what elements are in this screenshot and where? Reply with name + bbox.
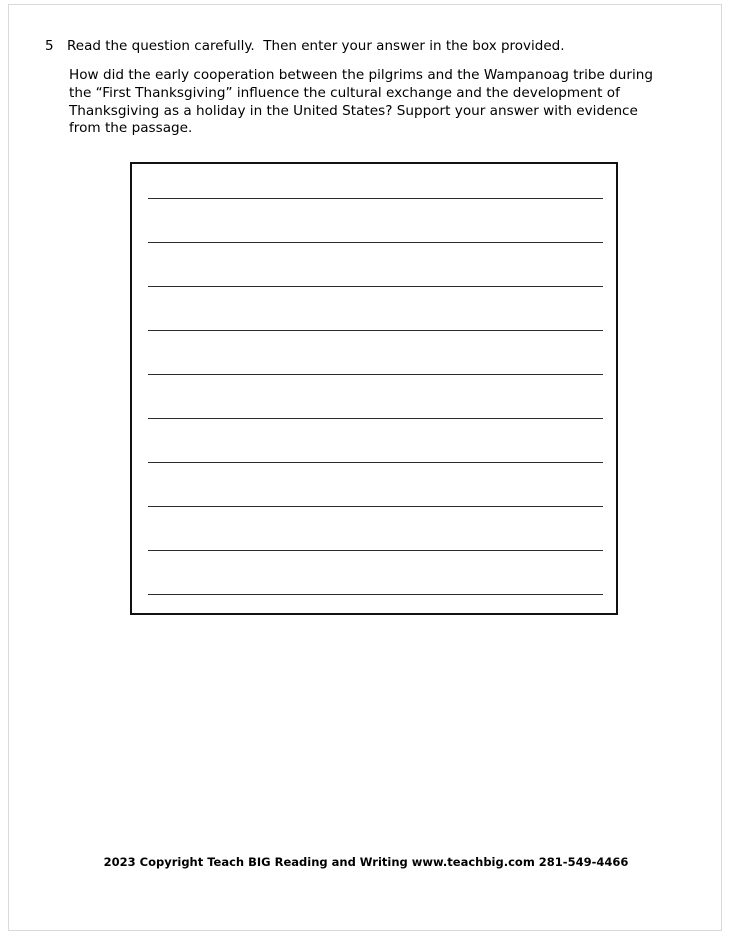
answer-line xyxy=(148,550,603,551)
question-prompt: How did the early cooperation between the pilgrims and the Wampanoag tribe during the “First Thanksgiving” influence the cultural exchange and the development of Thanksgiving as a holiday in the United States? Support your answer with evidence from the passage. xyxy=(69,67,654,137)
answer-line xyxy=(148,462,603,463)
question-number: 5 xyxy=(45,38,54,54)
answer-line xyxy=(148,198,603,199)
copyright-footer: 2023 Copyright Teach BIG Reading and Writing www.teachbig.com 281-549-4466 xyxy=(103,855,629,869)
answer-box[interactable] xyxy=(130,162,618,615)
question-instruction: Read the question carefully. Then enter your answer in the box provided. xyxy=(67,38,565,54)
document-page xyxy=(8,4,722,931)
answer-line xyxy=(148,418,603,419)
question-header xyxy=(45,37,685,56)
answer-line xyxy=(148,242,603,243)
answer-line xyxy=(148,506,603,507)
answer-lines xyxy=(148,198,603,598)
answer-line xyxy=(148,286,603,287)
answer-line xyxy=(148,594,603,595)
answer-line xyxy=(148,374,603,375)
answer-line xyxy=(148,330,603,331)
